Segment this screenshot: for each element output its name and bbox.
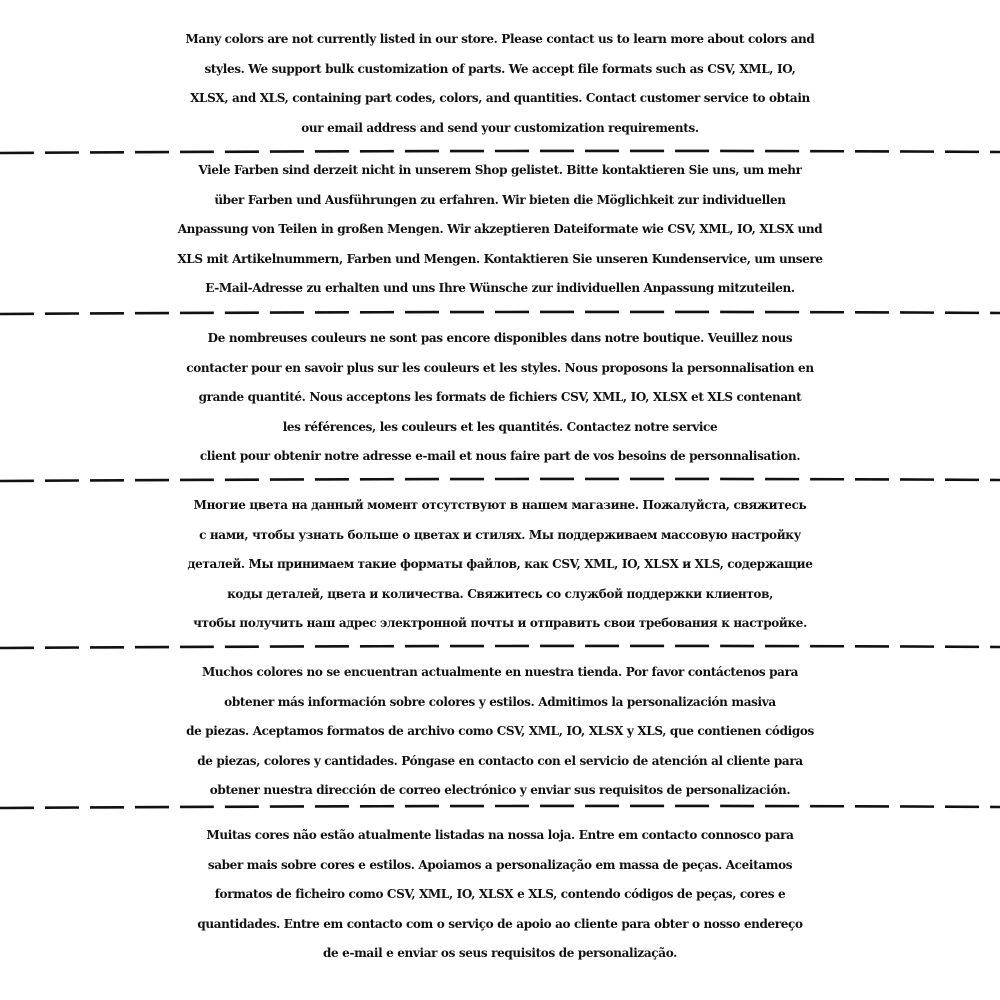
notice-line: De nombreuses couleurs ne sont pas encore disponibles dans notre boutique. Veuillez nous bbox=[207, 331, 793, 345]
notice-line: contacter pour en savoir plus sur les couleurs et les styles. Nous proposons la personnalisation en bbox=[186, 360, 814, 375]
notice-section-pt bbox=[0, 821, 1000, 969]
notice-line: de e-mail e enviar os seus requisitos de personalização. bbox=[323, 946, 677, 960]
notice-line: Anpassung von Teilen in großen Mengen. Wir akzeptieren Dateiformate wie CSV, XML, IO, XLSX und bbox=[177, 222, 823, 236]
notice-line: grande quantité. Nous acceptons les formats de fichiers CSV, XML, IO, XLSX et XLS contenant bbox=[198, 390, 802, 404]
notice-line: Many colors are not currently listed in our store. Please contact us to learn more about colors and bbox=[185, 32, 815, 46]
dashed-separator bbox=[0, 643, 1000, 651]
notice-line: Многие цвета на данный момент отсутствуют в нашем магазине. Пожалуйста, свяжитесь bbox=[193, 498, 807, 512]
dashed-separator bbox=[0, 803, 1000, 811]
dashed-separator bbox=[0, 148, 1000, 156]
notice-line: чтобы получить наш адрес электронной почты и отправить свои требования к настройке. bbox=[193, 616, 807, 630]
dashed-separator bbox=[0, 309, 1000, 317]
notice-section-fr bbox=[0, 324, 1000, 472]
notice-line: Viele Farben sind derzeit nicht in unserem Shop gelistet. Bitte kontaktieren Sie uns, um mehr bbox=[198, 163, 802, 177]
notice-line: коды деталей, цвета и количества. Свяжитесь со службой поддержки клиентов, bbox=[227, 586, 773, 601]
notice-section-ru bbox=[0, 491, 1000, 639]
notice-line: с нами, чтобы узнать больше о цветах и стилях. Мы поддерживаем массовую настройку bbox=[199, 527, 801, 542]
notice-line: über Farben und Ausführungen zu erfahren. Wir bieten die Möglichkeit zur individuellen bbox=[214, 192, 786, 207]
notice-line: our email address and send your customization requirements. bbox=[301, 120, 699, 135]
notice-line: XLS mit Artikelnummern, Farben und Mengen. Kontaktieren Sie unseren Kundenservice, um unsere bbox=[177, 251, 823, 266]
notice-line: obtener más información sobre colores y estilos. Admitimos la personalización masiva bbox=[224, 694, 776, 709]
notice-line: styles. We support bulk customization of parts. We accept file formats such as CSV, XML, IO, bbox=[204, 61, 796, 76]
notice-section-de bbox=[0, 156, 1000, 304]
notice-line: client pour obtenir notre adresse e-mail et nous faire part de vos besoins de personnalisation. bbox=[199, 449, 801, 463]
notice-line: quantidades. Entre em contacto com o serviço de apoio ao cliente para obter o nosso endereço bbox=[197, 916, 803, 931]
dashed-separator bbox=[0, 476, 1000, 484]
notice-line: les références, les couleurs et les quantités. Contactez notre service bbox=[282, 419, 718, 434]
notice-line: formatos de ficheiro como CSV, XML, IO, XLSX e XLS, contendo códigos de peças, cores e bbox=[214, 887, 786, 901]
notice-line: de piezas, colores y cantidades. Póngase en contacto con el servicio de atención al cliente para bbox=[197, 753, 803, 768]
notice-line: de piezas. Aceptamos formatos de archivo como CSV, XML, IO, XLSX y XLS, que contienen códigos bbox=[186, 724, 814, 738]
notice-line: деталей. Мы принимаем такие форматы файлов, как CSV, XML, IO, XLSX и XLS, содержащие bbox=[187, 557, 813, 571]
notice-section-en bbox=[0, 25, 1000, 143]
notice-line: obtener nuestra dirección de correo electrónico y enviar sus requisitos de personalización. bbox=[209, 783, 791, 797]
notice-line: XLSX, and XLS, containing part codes, colors, and quantities. Contact customer service to obtain bbox=[190, 91, 810, 105]
notice-line: E-Mail-Adresse zu erhalten und uns Ihre Wünsche zur individuellen Anpassung mitzuteilen. bbox=[205, 281, 795, 295]
notice-line: saber mais sobre cores e estilos. Apoiamos a personalização em massa de peças. Aceitamos bbox=[207, 857, 793, 872]
notice-line: Muchos colores no se encuentran actualmente en nuestra tienda. Por favor contáctenos para bbox=[201, 665, 798, 679]
notice-line: Muitas cores não estão atualmente listadas na nossa loja. Entre em contacto connosco para bbox=[206, 828, 794, 842]
notice-section-es bbox=[0, 658, 1000, 806]
